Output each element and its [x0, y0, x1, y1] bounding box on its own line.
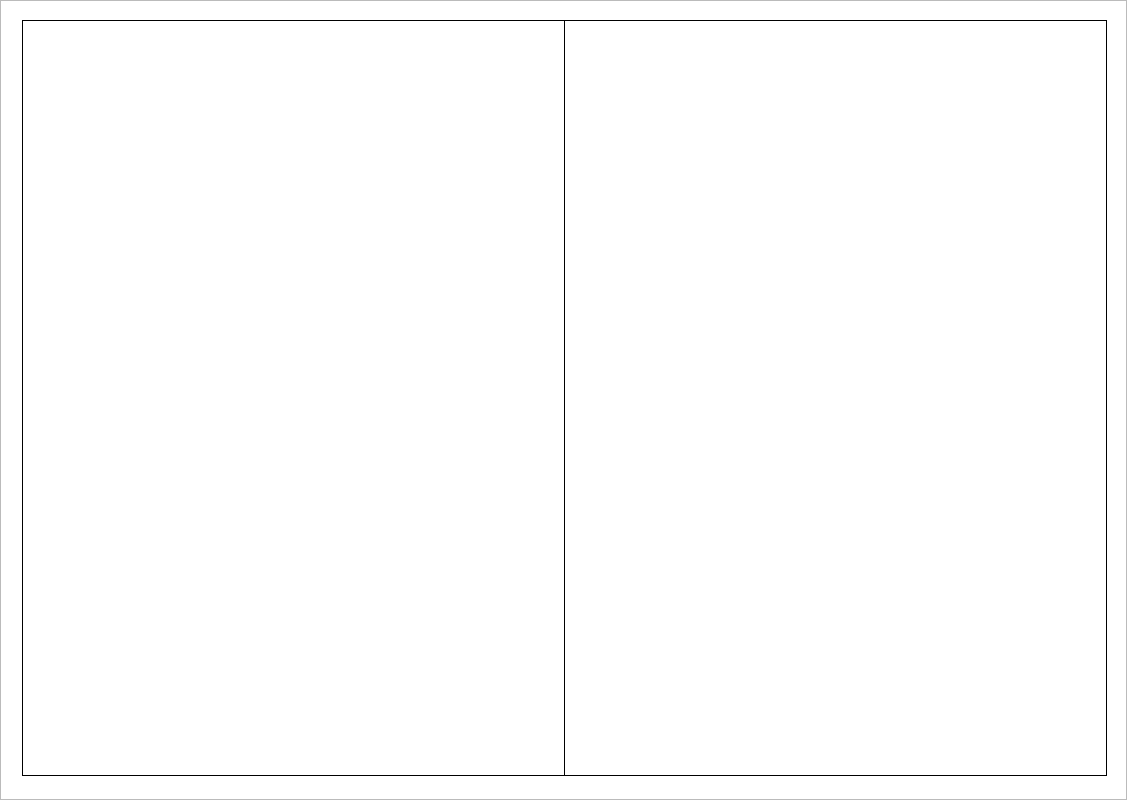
left-column — [23, 21, 565, 775]
inspection-sheet — [22, 20, 1107, 776]
right-column — [566, 21, 1106, 775]
